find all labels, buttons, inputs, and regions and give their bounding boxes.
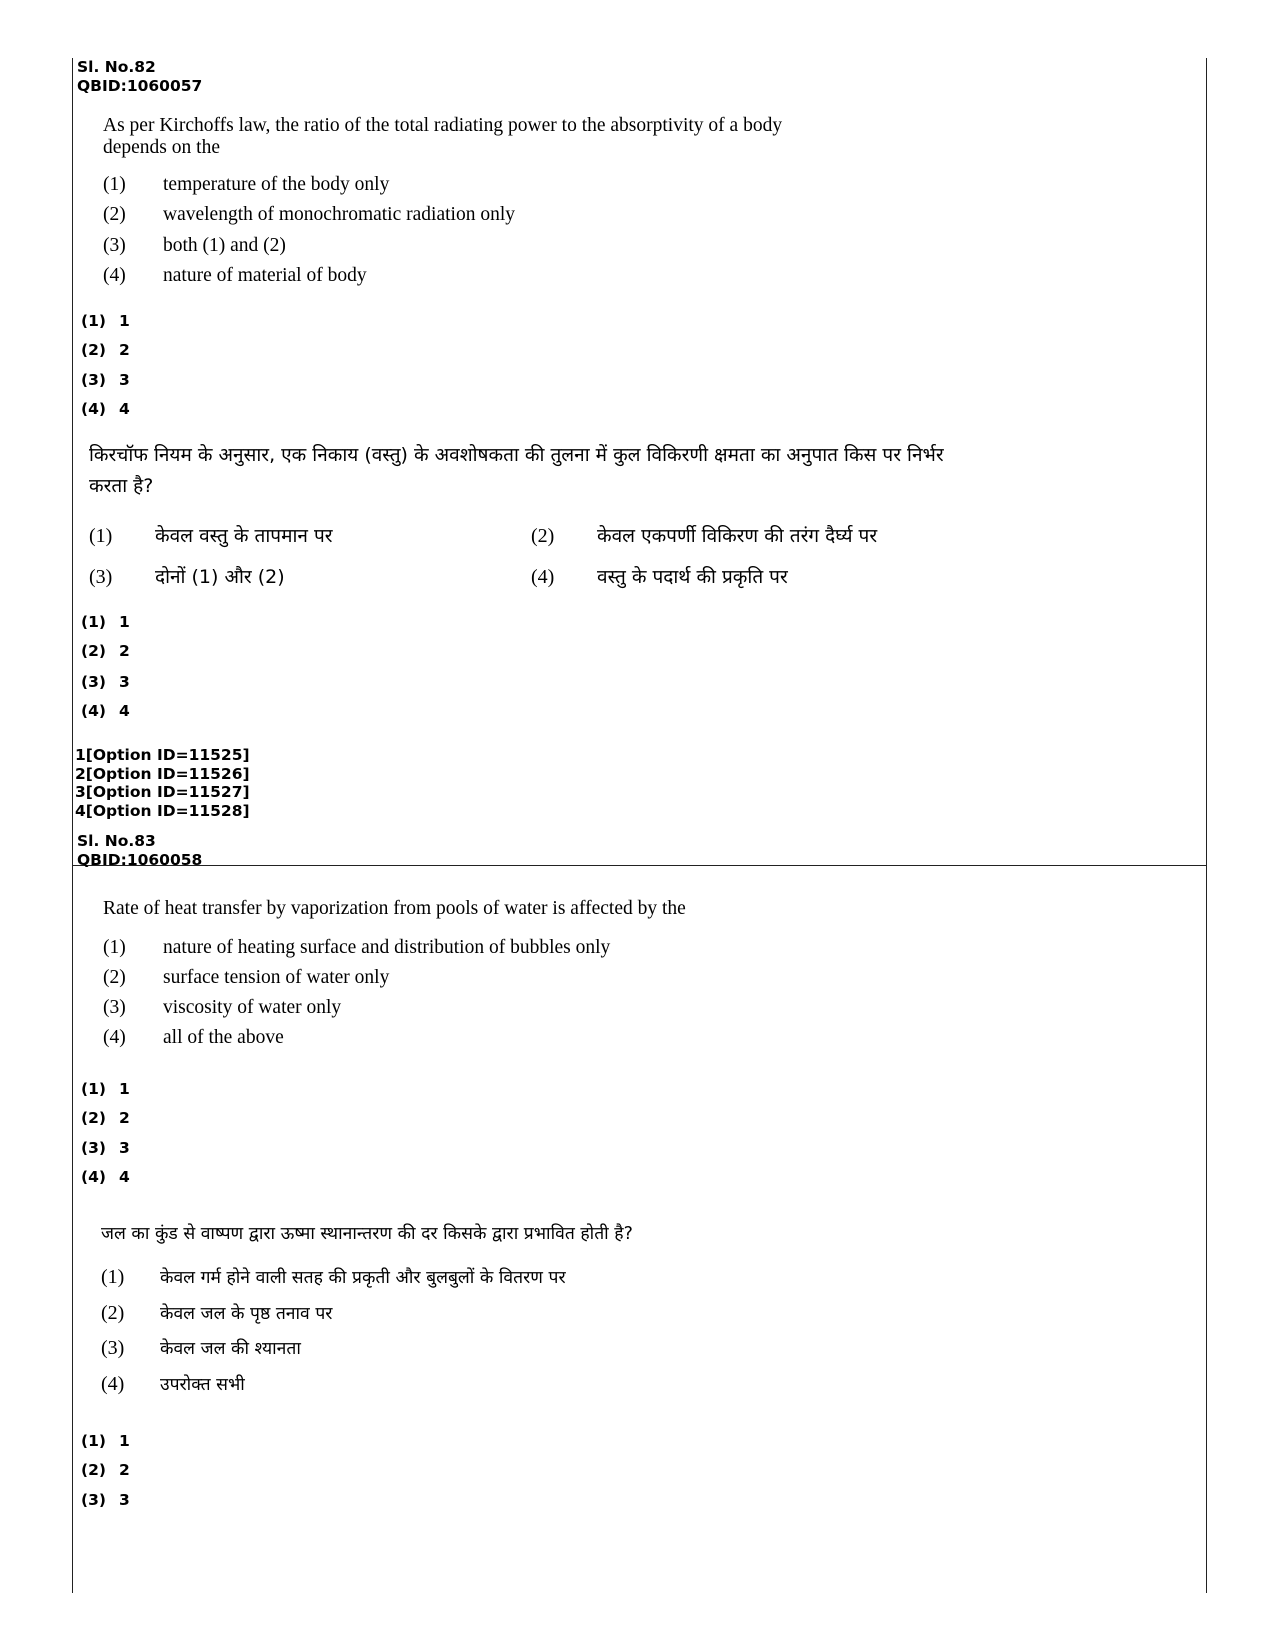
question-page: [72, 58, 1207, 1593]
q83-option-en-3: (3) viscosity of water only: [103, 997, 342, 1018]
q83-question-en: Rate of heat transfer by vaporization from pools of water is affected by the: [103, 898, 686, 919]
q83-answer-en-3[interactable]: (3) 3: [81, 1139, 130, 1157]
q82-option-en-1: (1) temperature of the body only: [103, 174, 390, 195]
q83-answer-en-4[interactable]: (4) 4: [81, 1168, 130, 1186]
q82-option-hi-4: (4) वस्तु के पदार्थ की प्रकृति पर: [531, 566, 788, 588]
q82-question-en-line1: As per Kirchoffs law, the ratio of the total radiating power to the absorptivity of a body: [103, 115, 783, 136]
q82-sl-no: Sl. No.82: [77, 58, 156, 76]
q82-question-en-line2: depends on the: [103, 137, 220, 158]
q82-answer-en-1[interactable]: (1) 1: [81, 312, 130, 330]
q82-option-en-2: (2) wavelength of monochromatic radiation only: [103, 204, 515, 225]
q83-sl-no: Sl. No.83: [77, 832, 156, 850]
q83-answer-en-2[interactable]: (2) 2: [81, 1109, 130, 1127]
q82-answer-en-4[interactable]: (4) 4: [81, 400, 130, 418]
q82-option-id-4: 4[Option ID=11528]: [75, 801, 250, 820]
q82-answer-hi-3[interactable]: (3) 3: [81, 673, 130, 691]
q82-answer-hi-2[interactable]: (2) 2: [81, 642, 130, 660]
q83-option-en-1: (1) nature of heating surface and distribution of bubbles only: [103, 937, 611, 958]
q83-option-en-4: (4) all of the above: [103, 1027, 284, 1048]
q82-option-hi-3: (3) दोनों (1) और (2): [89, 566, 285, 588]
q83-answer-hi-2[interactable]: (2) 2: [81, 1461, 130, 1479]
q82-option-hi-2: (2) केवल एकपर्णी विकिरण की तरंग दैर्घ्य पर: [531, 525, 878, 547]
q82-answer-hi-1[interactable]: (1) 1: [81, 613, 130, 631]
q82-answer-en-2[interactable]: (2) 2: [81, 341, 130, 359]
q82-option-id-3: 3[Option ID=11527]: [75, 783, 250, 801]
q83-answer-en-1[interactable]: (1) 1: [81, 1080, 130, 1098]
q82-option-en-3: (3) both (1) and (2): [103, 235, 286, 256]
q82-answer-en-3[interactable]: (3) 3: [81, 371, 130, 389]
q83-qbid: QBID:1060058: [77, 851, 203, 869]
q82-question-hi-line2: करता है?: [89, 475, 154, 497]
q82-question-hi: [89, 440, 1089, 502]
q82-qbid: QBID:1060057: [77, 77, 203, 95]
q83-option-hi-2: (2) केवल जल के पृष्ठ तनाव पर: [101, 1302, 333, 1324]
q83-question-hi: जल का कुंड से वाष्पण द्वारा ऊष्मा स्थानान्तरण की दर किसके द्वारा प्रभावित होती है?: [101, 1224, 633, 1244]
q83-option-hi-4: (4) उपरोक्त सभी: [101, 1373, 245, 1395]
q82-option-id-1: 1[Option ID=11525]: [75, 746, 250, 764]
q82-option-hi-1: (1) केवल वस्तु के तापमान पर: [89, 525, 333, 547]
q82-question-en: [103, 115, 923, 159]
q83-option-en-2: (2) surface tension of water only: [103, 967, 390, 988]
q83-option-hi-1: (1) केवल गर्म होने वाली सतह की प्रकृती और बुलबुलों के वितरण पर: [101, 1266, 566, 1288]
q83-answer-hi-1[interactable]: (1) 1: [81, 1432, 130, 1450]
q83-header: [77, 832, 202, 870]
q82-option-id-2: 2[Option ID=11526]: [75, 764, 250, 783]
q82-option-en-4: (4) nature of material of body: [103, 265, 367, 286]
q82-option-ids: [75, 746, 250, 820]
q82-question-hi-line1: किरचॉफ नियम के अनुसार, एक निकाय (वस्तु) के अवशोषकता की तुलना में कुल विकिरणी क्षमता का अनुपात किस पर निर्भर: [89, 444, 944, 466]
q83-option-hi-3: (3) केवल जल की श्यानता: [101, 1337, 301, 1359]
q82-answer-hi-4[interactable]: (4) 4: [81, 702, 130, 720]
q83-answer-hi-3[interactable]: (3) 3: [81, 1491, 130, 1509]
q82-header: [77, 58, 202, 96]
question-divider: [73, 865, 1206, 866]
